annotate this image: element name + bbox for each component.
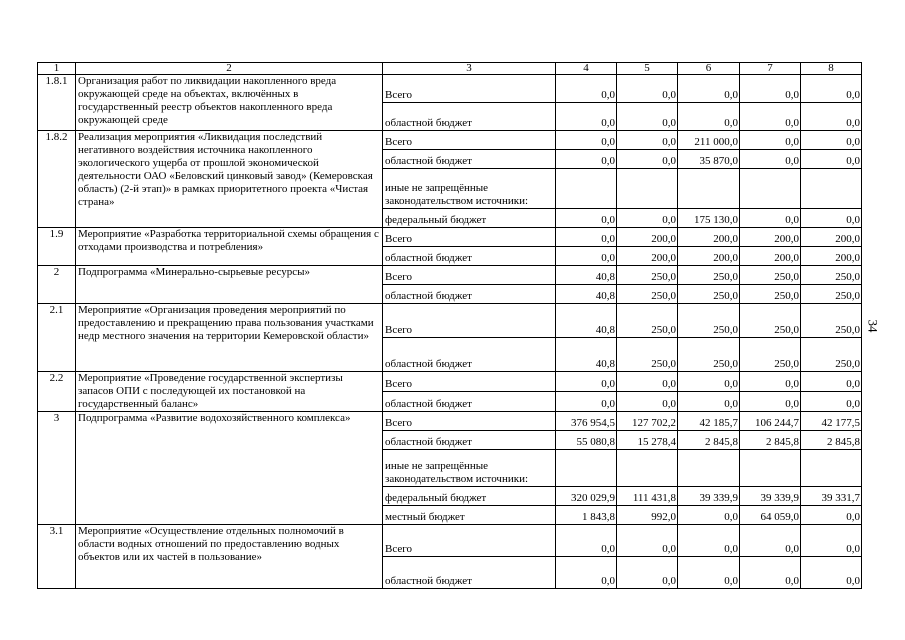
funding-source: Всего xyxy=(383,304,556,338)
value-cell: 0,0 xyxy=(740,103,801,131)
value-cell: 40,8 xyxy=(556,304,617,338)
value-cell: 55 080,8 xyxy=(556,431,617,450)
header-cell: 3 xyxy=(383,63,556,75)
funding-source: областной бюджет xyxy=(383,557,556,589)
value-cell: 250,0 xyxy=(617,266,678,285)
funding-source: Всего xyxy=(383,372,556,392)
row-name: Мероприятие «Осуществление отдельных полномочий в области водных отношений по предоставлению водных объектов или их частей в пользование» xyxy=(76,525,383,589)
table-body xyxy=(38,63,862,589)
value-cell: 0,0 xyxy=(556,228,617,247)
value-cell: 0,0 xyxy=(678,392,740,412)
funding-source: областной бюджет xyxy=(383,392,556,412)
row-code: 3 xyxy=(38,412,76,525)
value-cell: 0,0 xyxy=(556,103,617,131)
value-cell: 0,0 xyxy=(617,557,678,589)
value-cell xyxy=(801,169,862,209)
value-cell xyxy=(617,450,678,487)
value-cell: 250,0 xyxy=(740,304,801,338)
row-code: 2 xyxy=(38,266,76,304)
value-cell: 39 331,7 xyxy=(801,487,862,506)
table-row xyxy=(38,228,862,247)
row-name: Мероприятие «Разработка территориальной схемы обращения с отходами производства и потребления» xyxy=(76,228,383,266)
budget-table xyxy=(37,62,862,589)
table-row xyxy=(38,75,862,103)
header-cell: 4 xyxy=(556,63,617,75)
value-cell: 200,0 xyxy=(617,247,678,266)
funding-source: областной бюджет xyxy=(383,103,556,131)
value-cell: 0,0 xyxy=(678,372,740,392)
value-cell: 0,0 xyxy=(617,372,678,392)
row-code: 2.2 xyxy=(38,372,76,412)
value-cell: 0,0 xyxy=(801,209,862,228)
value-cell: 2 845,8 xyxy=(801,431,862,450)
row-code: 1.9 xyxy=(38,228,76,266)
table-row xyxy=(38,266,862,285)
value-cell: 106 244,7 xyxy=(740,412,801,431)
value-cell: 250,0 xyxy=(740,338,801,372)
page-number: 34 xyxy=(865,319,881,333)
value-cell: 250,0 xyxy=(740,285,801,304)
value-cell: 250,0 xyxy=(801,304,862,338)
value-cell: 250,0 xyxy=(617,285,678,304)
value-cell: 40,8 xyxy=(556,285,617,304)
value-cell: 0,0 xyxy=(556,372,617,392)
value-cell: 2 845,8 xyxy=(740,431,801,450)
value-cell xyxy=(740,450,801,487)
value-cell: 0,0 xyxy=(740,131,801,150)
funding-source: иные не запрещённые законодательством источники: xyxy=(383,450,556,487)
value-cell: 35 870,0 xyxy=(678,150,740,169)
funding-source: иные не запрещённые законодательством источники: xyxy=(383,169,556,209)
funding-source: местный бюджет xyxy=(383,506,556,525)
value-cell: 200,0 xyxy=(801,228,862,247)
row-name: Мероприятие «Проведение государственной экспертизы запасов ОПИ с последующей их постановкой на государственный баланс» xyxy=(76,372,383,412)
value-cell: 42 185,7 xyxy=(678,412,740,431)
row-name: Организация работ по ликвидации накопленного вреда окружающей среде на объектах, включённых в государственный реестр объектов накопленного вреда окружающей среде xyxy=(76,75,383,131)
funding-source: Всего xyxy=(383,525,556,557)
value-cell: 0,0 xyxy=(678,525,740,557)
value-cell: 0,0 xyxy=(617,131,678,150)
value-cell: 250,0 xyxy=(801,338,862,372)
table-row xyxy=(38,304,862,338)
value-cell: 0,0 xyxy=(740,525,801,557)
value-cell: 0,0 xyxy=(678,557,740,589)
value-cell: 0,0 xyxy=(801,525,862,557)
value-cell: 42 177,5 xyxy=(801,412,862,431)
value-cell: 39 339,9 xyxy=(678,487,740,506)
value-cell xyxy=(740,169,801,209)
value-cell: 0,0 xyxy=(740,392,801,412)
value-cell: 175 130,0 xyxy=(678,209,740,228)
value-cell: 200,0 xyxy=(740,228,801,247)
value-cell: 0,0 xyxy=(617,75,678,103)
value-cell: 0,0 xyxy=(801,150,862,169)
value-cell: 250,0 xyxy=(678,266,740,285)
value-cell: 40,8 xyxy=(556,266,617,285)
table-row xyxy=(38,131,862,150)
value-cell: 211 000,0 xyxy=(678,131,740,150)
value-cell: 40,8 xyxy=(556,338,617,372)
row-name: Мероприятие «Организация проведения мероприятий по предоставлению и прекращению права пользования участками недр местного значения на территории Кемеровской области» xyxy=(76,304,383,372)
row-code: 1.8.2 xyxy=(38,131,76,228)
funding-source: областной бюджет xyxy=(383,285,556,304)
value-cell xyxy=(678,450,740,487)
funding-source: областной бюджет xyxy=(383,338,556,372)
value-cell: 0,0 xyxy=(556,392,617,412)
value-cell: 0,0 xyxy=(556,75,617,103)
value-cell: 0,0 xyxy=(801,75,862,103)
value-cell: 0,0 xyxy=(617,150,678,169)
funding-source: областной бюджет xyxy=(383,247,556,266)
value-cell: 15 278,4 xyxy=(617,431,678,450)
value-cell: 111 431,8 xyxy=(617,487,678,506)
value-cell: 127 702,2 xyxy=(617,412,678,431)
funding-source: областной бюджет xyxy=(383,150,556,169)
value-cell: 0,0 xyxy=(556,131,617,150)
value-cell: 250,0 xyxy=(801,285,862,304)
funding-source: Всего xyxy=(383,412,556,431)
value-cell: 0,0 xyxy=(556,150,617,169)
funding-source: Всего xyxy=(383,228,556,247)
value-cell: 0,0 xyxy=(617,392,678,412)
value-cell: 0,0 xyxy=(740,209,801,228)
value-cell: 200,0 xyxy=(678,228,740,247)
value-cell: 250,0 xyxy=(801,266,862,285)
funding-source: Всего xyxy=(383,75,556,103)
value-cell: 320 029,9 xyxy=(556,487,617,506)
value-cell: 0,0 xyxy=(801,131,862,150)
value-cell: 0,0 xyxy=(556,557,617,589)
row-name: Реализация мероприятия «Ликвидация последствий негативного воздействия источника накопленного экологического ущерба от прошлой экономической деятельности ОАО «Беловский цинковый завод» (Кемеровская область) (2-й этап)» в рамках приоритетного проекта «Чистая страна» xyxy=(76,131,383,228)
value-cell: 0,0 xyxy=(801,103,862,131)
table-row xyxy=(38,372,862,392)
header-cell: 8 xyxy=(801,63,862,75)
value-cell: 200,0 xyxy=(740,247,801,266)
header-cell: 1 xyxy=(38,63,76,75)
funding-source: федеральный бюджет xyxy=(383,209,556,228)
value-cell: 0,0 xyxy=(801,392,862,412)
value-cell xyxy=(678,169,740,209)
value-cell: 0,0 xyxy=(740,372,801,392)
value-cell xyxy=(556,450,617,487)
value-cell: 250,0 xyxy=(678,285,740,304)
value-cell: 0,0 xyxy=(740,75,801,103)
value-cell: 39 339,9 xyxy=(740,487,801,506)
value-cell: 64 059,0 xyxy=(740,506,801,525)
row-name: Подпрограмма «Развитие водохозяйственного комплекса» xyxy=(76,412,383,525)
value-cell: 0,0 xyxy=(556,209,617,228)
header-cell: 6 xyxy=(678,63,740,75)
value-cell: 200,0 xyxy=(801,247,862,266)
row-name: Подпрограмма «Минерально-сырьевые ресурсы» xyxy=(76,266,383,304)
value-cell: 200,0 xyxy=(617,228,678,247)
header-row xyxy=(38,63,862,75)
value-cell: 1 843,8 xyxy=(556,506,617,525)
table-row xyxy=(38,412,862,431)
funding-source: Всего xyxy=(383,131,556,150)
value-cell: 250,0 xyxy=(678,304,740,338)
row-code: 3.1 xyxy=(38,525,76,589)
value-cell: 2 845,8 xyxy=(678,431,740,450)
funding-source: Всего xyxy=(383,266,556,285)
value-cell: 0,0 xyxy=(617,103,678,131)
value-cell: 200,0 xyxy=(678,247,740,266)
value-cell: 992,0 xyxy=(617,506,678,525)
value-cell: 250,0 xyxy=(740,266,801,285)
funding-source: областной бюджет xyxy=(383,431,556,450)
value-cell xyxy=(801,450,862,487)
value-cell xyxy=(617,169,678,209)
value-cell: 0,0 xyxy=(617,209,678,228)
value-cell: 250,0 xyxy=(617,304,678,338)
table-row xyxy=(38,525,862,557)
value-cell: 0,0 xyxy=(801,372,862,392)
value-cell: 0,0 xyxy=(678,103,740,131)
value-cell: 0,0 xyxy=(617,525,678,557)
value-cell: 250,0 xyxy=(678,338,740,372)
row-code: 2.1 xyxy=(38,304,76,372)
value-cell: 0,0 xyxy=(556,525,617,557)
header-cell: 7 xyxy=(740,63,801,75)
value-cell: 0,0 xyxy=(740,557,801,589)
header-cell: 5 xyxy=(617,63,678,75)
value-cell: 250,0 xyxy=(617,338,678,372)
value-cell: 0,0 xyxy=(678,75,740,103)
header-cell: 2 xyxy=(76,63,383,75)
value-cell xyxy=(556,169,617,209)
value-cell: 0,0 xyxy=(801,506,862,525)
value-cell: 0,0 xyxy=(556,247,617,266)
row-code: 1.8.1 xyxy=(38,75,76,131)
value-cell: 376 954,5 xyxy=(556,412,617,431)
value-cell: 0,0 xyxy=(678,506,740,525)
value-cell: 0,0 xyxy=(740,150,801,169)
value-cell: 0,0 xyxy=(801,557,862,589)
funding-source: федеральный бюджет xyxy=(383,487,556,506)
